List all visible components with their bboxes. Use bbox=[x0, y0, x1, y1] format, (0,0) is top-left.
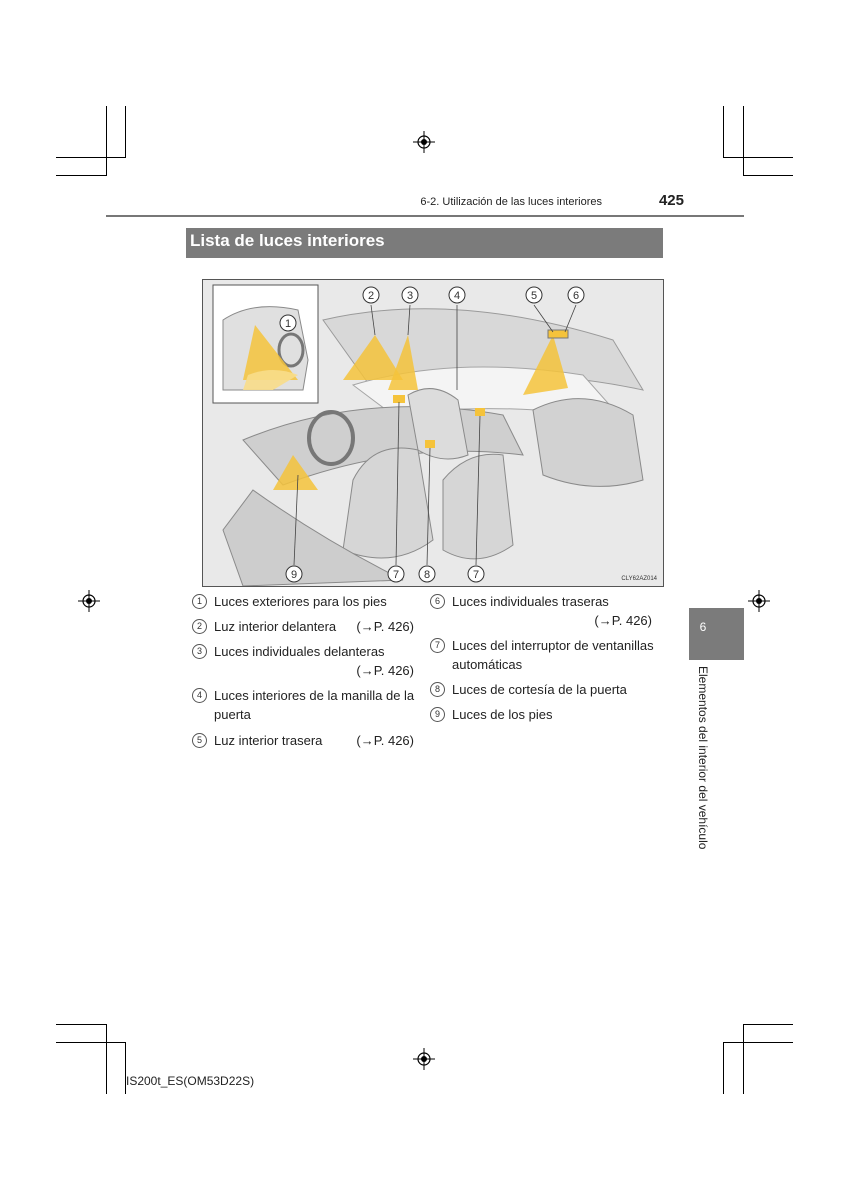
callout-9-label: 9 bbox=[290, 569, 298, 581]
crop-mark bbox=[743, 175, 793, 176]
legend-label: Luces individuales traseras bbox=[452, 594, 609, 609]
callout-2-label: 2 bbox=[367, 290, 375, 302]
section-title: Lista de luces interiores bbox=[190, 231, 385, 250]
registration-mark-icon bbox=[413, 1048, 435, 1070]
registration-mark-icon bbox=[78, 590, 100, 612]
legend-label: Luces de los pies bbox=[452, 707, 553, 722]
crop-mark bbox=[106, 106, 107, 176]
legend-item bbox=[192, 642, 414, 682]
footer-code: IS200t_ES(OM53D22S) bbox=[126, 1074, 255, 1088]
callout-8-label: 8 bbox=[423, 569, 431, 581]
legend-number: 4 bbox=[192, 688, 207, 703]
crop-mark bbox=[743, 106, 744, 176]
car-interior-drawing bbox=[203, 280, 663, 586]
crop-mark bbox=[723, 1042, 724, 1094]
crop-mark bbox=[723, 1042, 793, 1043]
header-rule bbox=[106, 215, 744, 217]
chapter-title: Elementos del interior del vehículo bbox=[696, 666, 710, 850]
crop-mark bbox=[56, 157, 126, 158]
legend-label: Luces individuales delanteras bbox=[214, 644, 385, 659]
crop-mark bbox=[56, 1024, 106, 1025]
page-reference: (→P. 426) bbox=[356, 733, 414, 748]
page-reference: (→P. 426) bbox=[594, 613, 652, 628]
callout-7b-label: 7 bbox=[472, 569, 480, 581]
crop-mark bbox=[56, 175, 106, 176]
legend-label: Luz interior trasera bbox=[214, 733, 323, 748]
registration-mark-icon bbox=[413, 131, 435, 153]
legend-number: 8 bbox=[430, 682, 445, 697]
callout-7-label: 7 bbox=[392, 569, 400, 581]
crop-mark bbox=[723, 157, 793, 158]
legend-label: Luces de cortesía de la puerta bbox=[452, 682, 627, 697]
callout-1-label: 1 bbox=[284, 318, 292, 330]
crop-mark bbox=[56, 1042, 126, 1043]
page-number: 425 bbox=[658, 192, 684, 209]
crop-mark bbox=[125, 106, 126, 158]
legend-number: 6 bbox=[430, 594, 445, 609]
legend-label: Luces interiores de la manilla de la puerta bbox=[214, 688, 415, 722]
crop-mark bbox=[743, 1024, 744, 1094]
legend-number: 9 bbox=[430, 707, 445, 722]
chapter-number: 6 bbox=[699, 620, 707, 634]
legend-item bbox=[430, 592, 652, 632]
callout-5-label: 5 bbox=[530, 290, 538, 302]
chapter-tab bbox=[689, 608, 744, 660]
legend-label: Luces exteriores para los pies bbox=[214, 594, 387, 609]
figure-code: CLY62AZ014 bbox=[621, 576, 657, 582]
running-head: 6-2. Utilización de las luces interiores bbox=[420, 196, 602, 208]
legend-number: 1 bbox=[192, 594, 207, 609]
callout-4-label: 4 bbox=[453, 290, 461, 302]
legend-label: Luz interior delantera bbox=[214, 619, 337, 634]
callout-6-label: 6 bbox=[572, 290, 580, 302]
crop-mark bbox=[743, 1024, 793, 1025]
callout-3-label: 3 bbox=[406, 290, 414, 302]
legend-number: 5 bbox=[192, 733, 207, 748]
legend-number: 2 bbox=[192, 619, 207, 634]
interior-lights-illustration bbox=[202, 279, 664, 587]
crop-mark bbox=[723, 106, 724, 158]
legend-number: 7 bbox=[430, 638, 445, 653]
page-reference: (→P. 426) bbox=[356, 663, 414, 678]
crop-mark bbox=[106, 1024, 107, 1094]
legend-label: Luces del interruptor de ventanillas automáticas bbox=[452, 638, 654, 672]
registration-mark-icon bbox=[748, 590, 770, 612]
legend-number: 3 bbox=[192, 644, 207, 659]
page-reference: (→P. 426) bbox=[356, 619, 414, 634]
